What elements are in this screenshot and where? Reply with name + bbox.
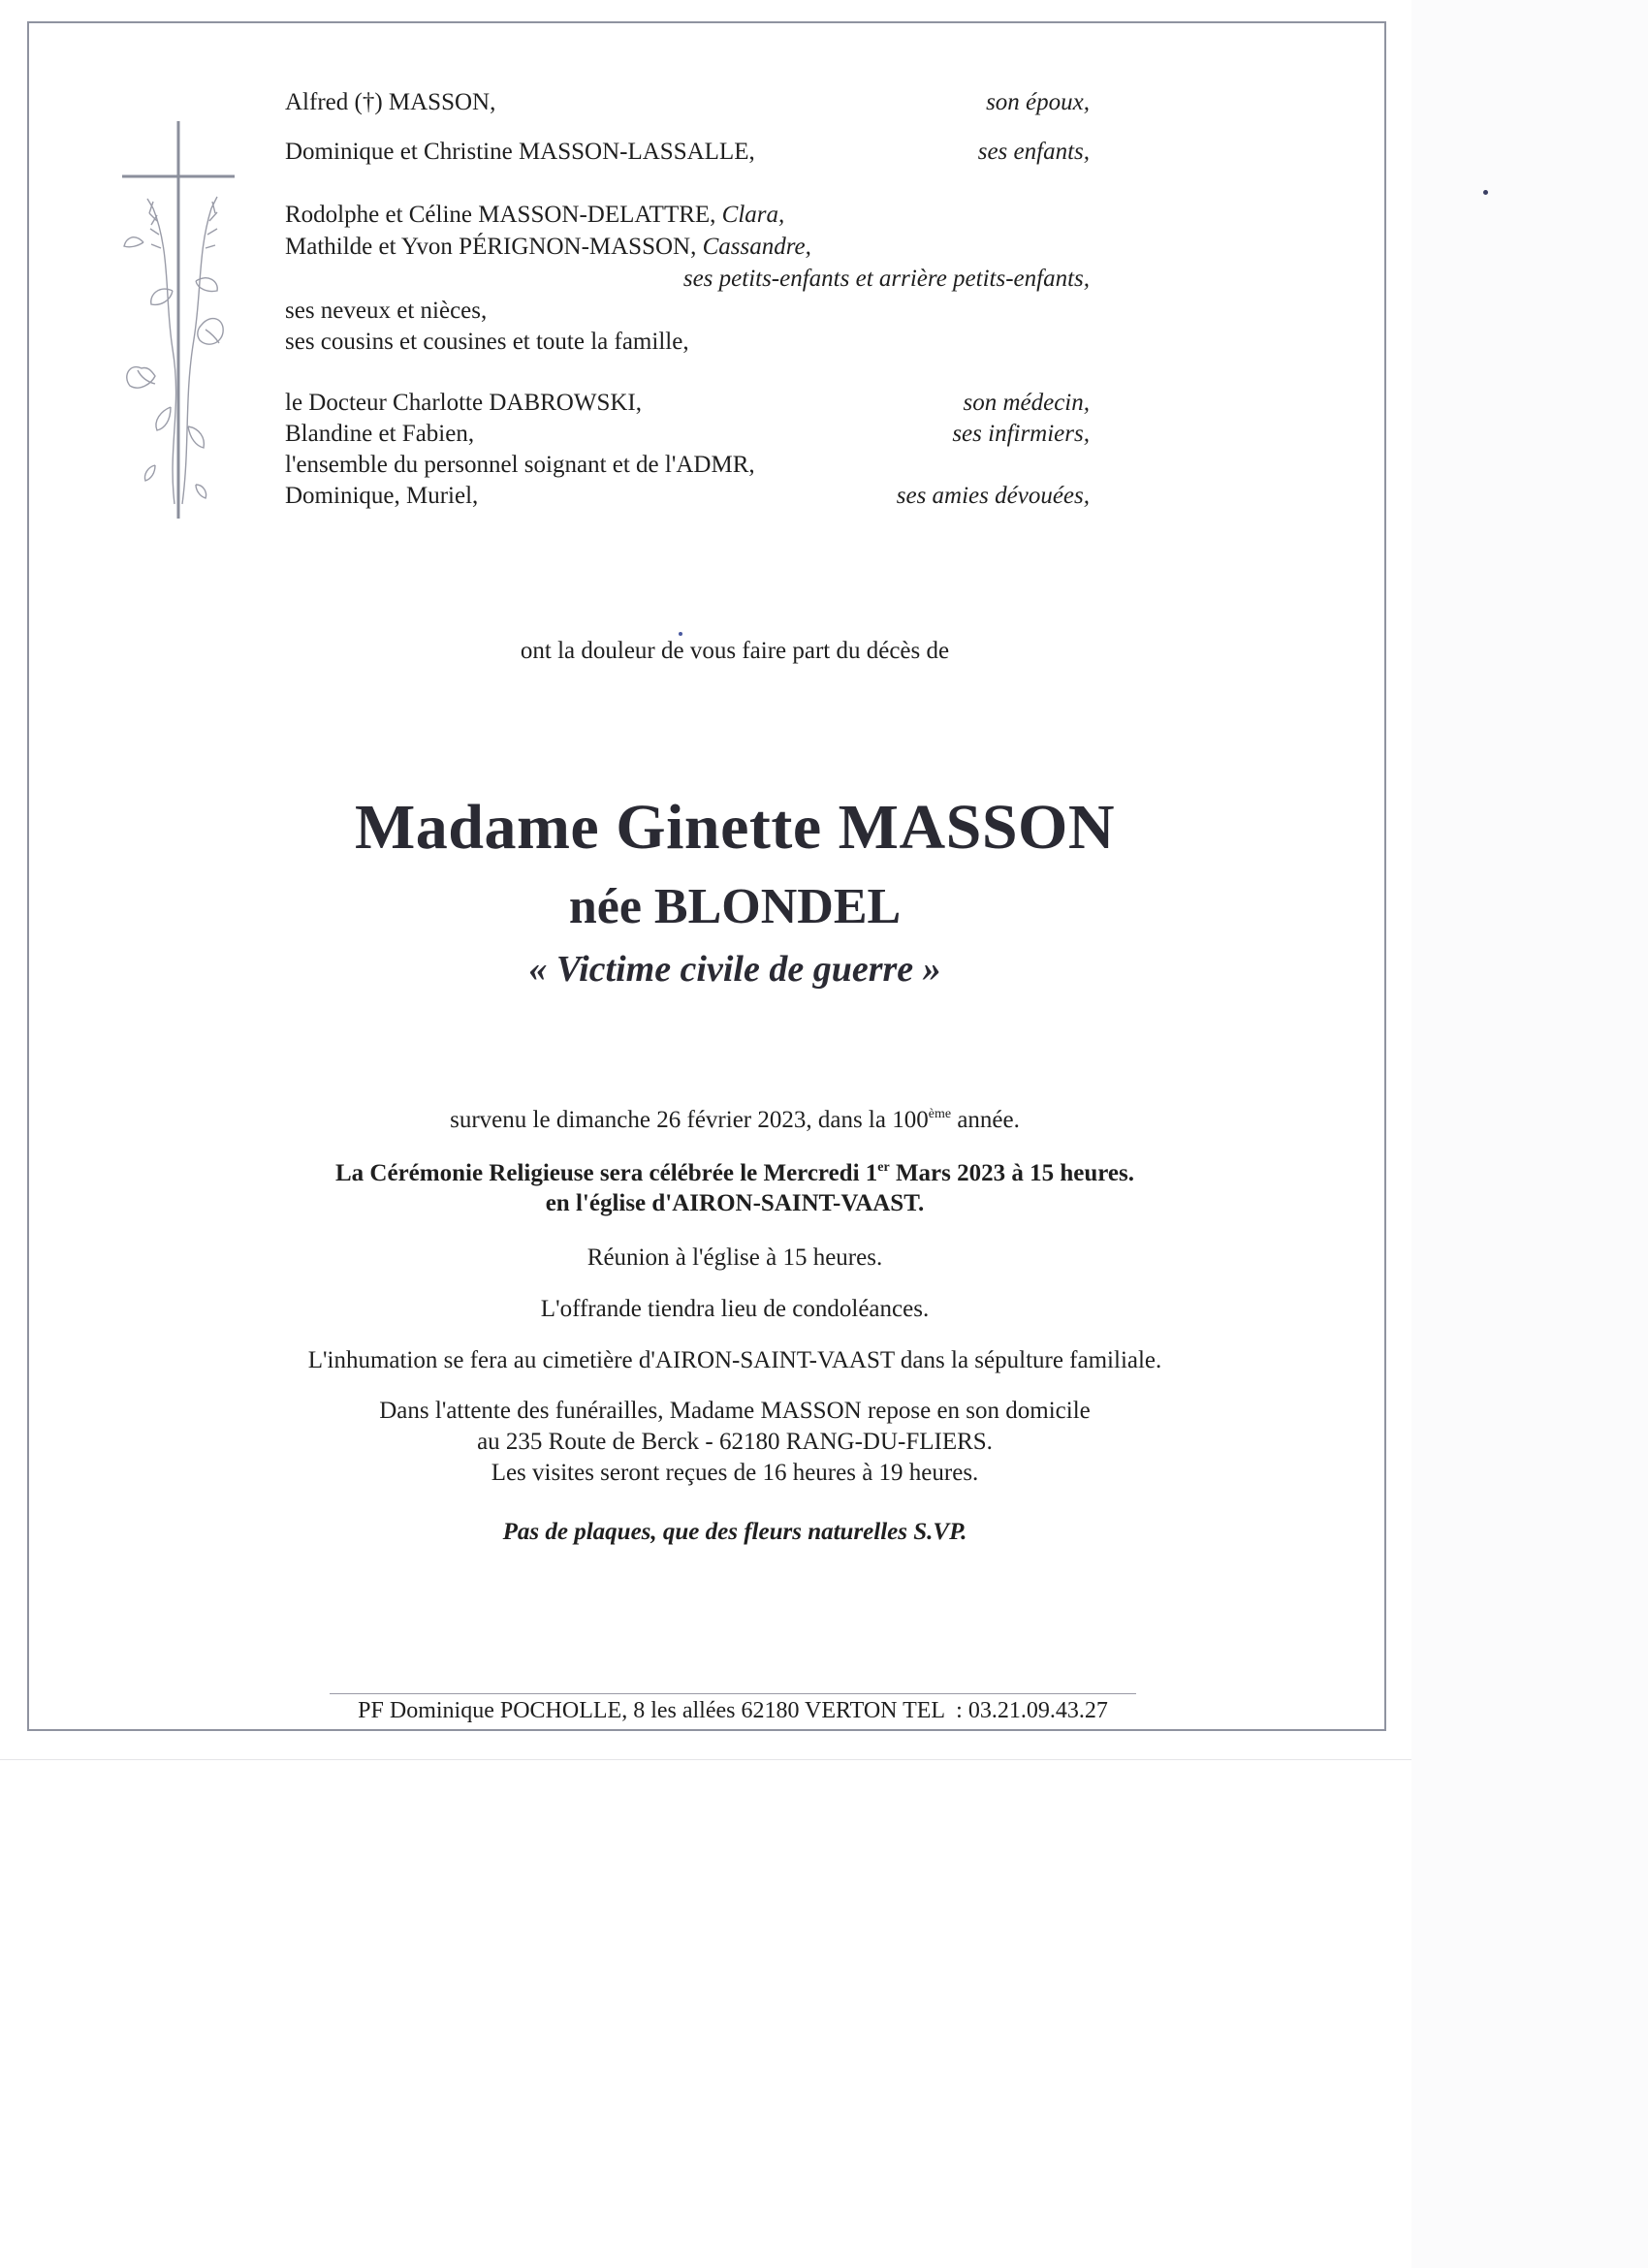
flowers-line: Pas de plaques, que des fleurs naturelles S.VP. xyxy=(502,1519,967,1545)
visits-line: Les visites seront reçues de 16 heures à 19 heures. xyxy=(491,1460,979,1486)
family-relation: son époux, xyxy=(986,89,1090,115)
family-member-line: ses neveux et nièces, xyxy=(285,298,488,324)
family-member-line: Dominique, Muriel, xyxy=(285,483,479,509)
rest-line: Dans l'attente des funérailles, Madame MASSON repose en son domicile xyxy=(379,1398,1091,1424)
offering-line: L'offrande tiendra lieu de condoléances. xyxy=(540,1296,930,1322)
ceremony-line: La Cérémonie Religieuse sera célébrée le Mercredi 1er Mars 2023 à 15 heures. xyxy=(335,1160,1134,1186)
death-date-line: survenu le dimanche 26 février 2023, dans la 100ème année. xyxy=(450,1107,1020,1133)
family-member-line: Blandine et Fabien, xyxy=(285,421,475,447)
scan-margin xyxy=(1411,0,1648,2268)
family-relation: ses amies dévouées, xyxy=(896,483,1090,509)
family-member-line: ses cousins et cousines et toute la famille, xyxy=(285,329,689,355)
family-member-line: Rodolphe et Céline MASSON-DELATTRE, Clara, xyxy=(285,202,785,228)
rest-line: au 235 Route de Berck - 62180 RANG-DU-FLIERS. xyxy=(477,1429,993,1455)
announcement-line: ont la douleur de vous faire part du décès de xyxy=(520,638,950,664)
maiden-name: née BLONDEL xyxy=(568,879,902,934)
family-relation: son médecin, xyxy=(963,390,1090,416)
family-relation: ses petits-enfants et arrière petits-enfants, xyxy=(682,266,1090,292)
family-relation: ses infirmiers, xyxy=(952,421,1090,447)
family-member-line: Alfred (†) MASSON, xyxy=(285,89,496,115)
church-line: en l'église d'AIRON-SAINT-VAAST. xyxy=(545,1190,925,1216)
deceased-name: Madame Ginette MASSON xyxy=(354,792,1116,863)
reunion-line: Réunion à l'église à 15 heures. xyxy=(586,1244,883,1271)
family-member-line: l'ensemble du personnel soignant et de l'ADMR, xyxy=(285,452,755,478)
family-member-line: le Docteur Charlotte DABROWSKI, xyxy=(285,390,642,416)
scan-speck xyxy=(1483,190,1488,195)
deceased-title: « Victime civile de guerre » xyxy=(528,949,941,990)
family-relation: ses enfants, xyxy=(977,139,1090,165)
funeral-home-footer: PF Dominique POCHOLLE, 8 les allées 62180 VERTON TEL : 03.21.09.43.27 xyxy=(330,1693,1136,1725)
scan-speck xyxy=(679,632,682,636)
family-member-line: Mathilde et Yvon PÉRIGNON-MASSON, Cassandre, xyxy=(285,234,811,260)
family-member-line: Dominique et Christine MASSON-LASSALLE, xyxy=(285,139,755,165)
cross-with-flowers-icon xyxy=(114,116,260,523)
burial-line: L'inhumation se fera au cimetière d'AIRON-SAINT-VAAST dans la sépulture familiale. xyxy=(307,1347,1162,1373)
